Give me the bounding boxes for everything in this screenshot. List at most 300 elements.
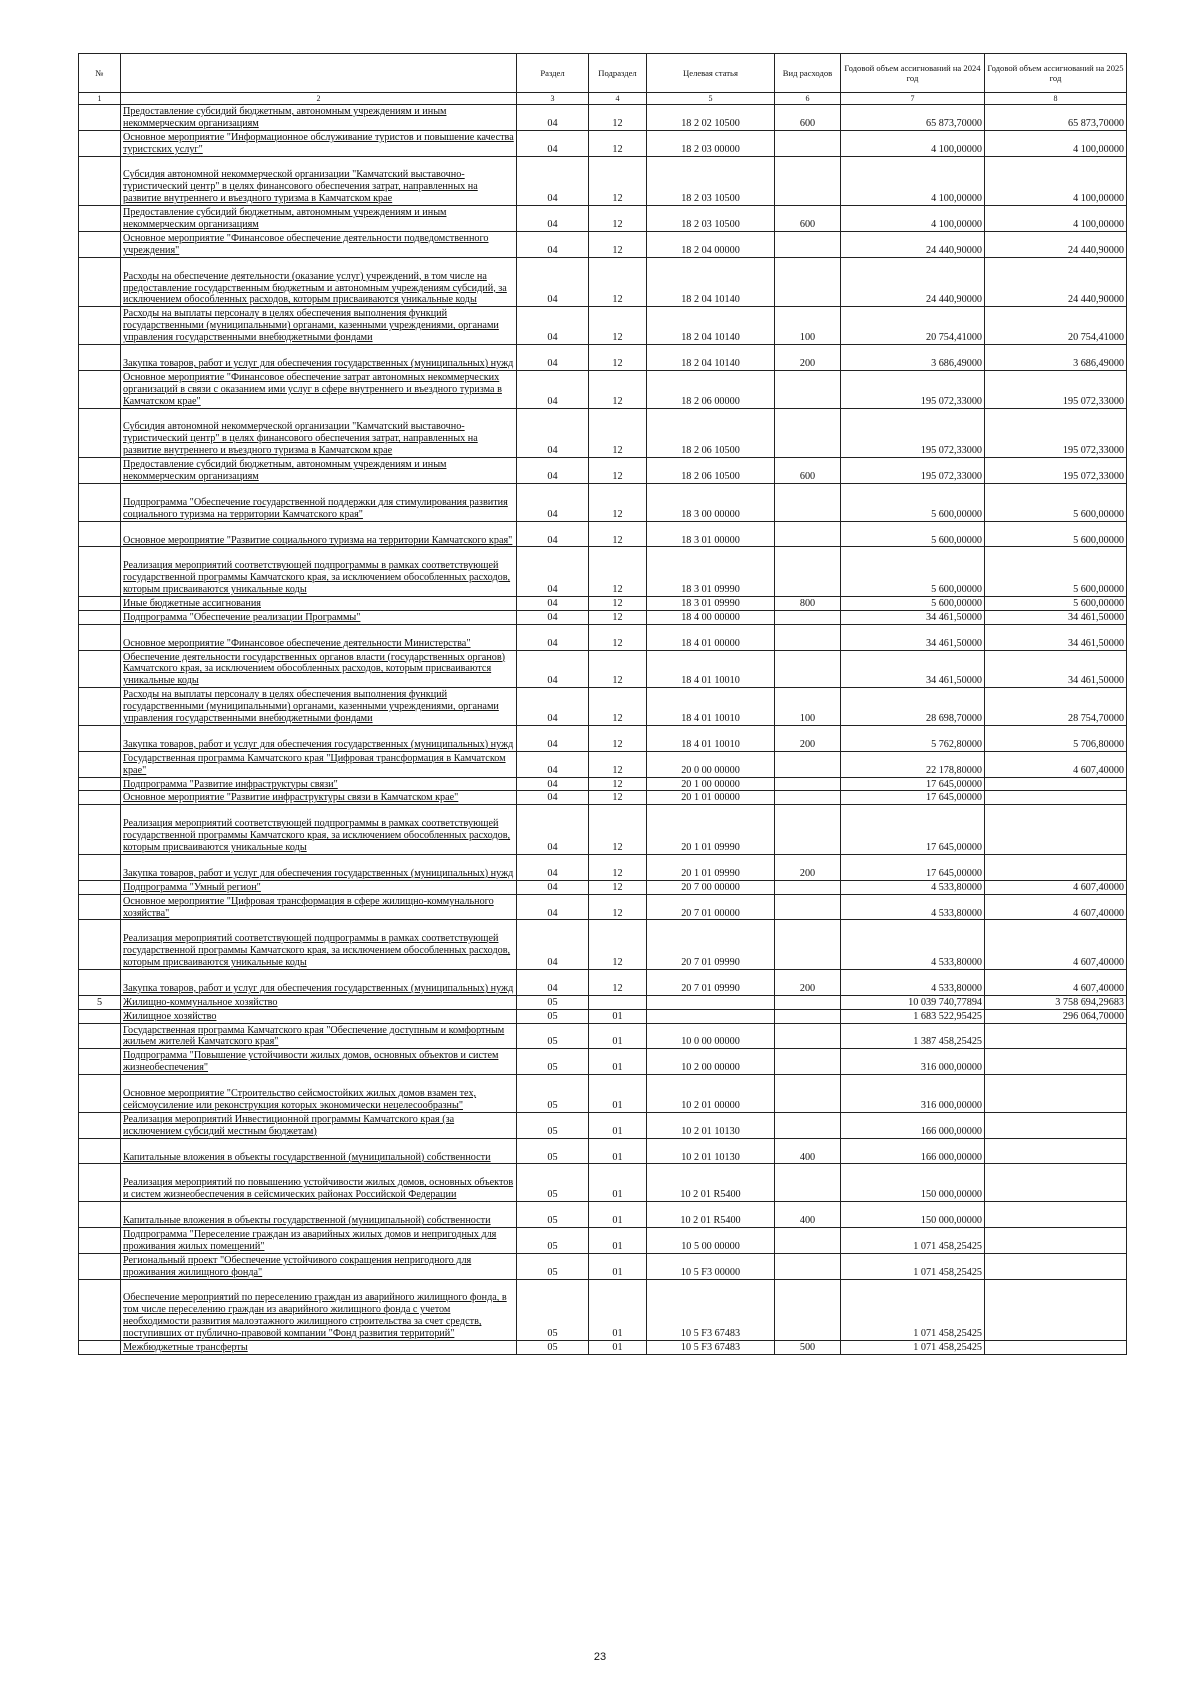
row-subsection: 12 bbox=[589, 650, 647, 688]
row-subsection: 01 bbox=[589, 1227, 647, 1253]
row-expense-type bbox=[775, 483, 841, 521]
row-subsection: 12 bbox=[589, 370, 647, 408]
column-numbers-row bbox=[79, 93, 1127, 105]
row-volume-2025: 5 600,00000 bbox=[985, 547, 1127, 597]
table-row bbox=[79, 995, 1127, 1009]
row-volume-2024: 5 600,00000 bbox=[841, 547, 985, 597]
row-subsection: 12 bbox=[589, 130, 647, 156]
row-name-text: Государственная программа Камчатского края "Цифровая трансформация в Камчатском крае" bbox=[123, 752, 506, 776]
row-name bbox=[121, 1202, 517, 1228]
row-subsection: 12 bbox=[589, 751, 647, 777]
row-name-text: Основное мероприятие "Финансовое обеспечение затрат автономных некоммерческих организаций в связи с оказанием ими услуг в сфере внутреннего и въездного туризма в Камчатском крае" bbox=[123, 371, 502, 407]
row-name-text: Обеспечение деятельности государственных органов власти (государственных органов) Камчатского края, за исключением обособленных расходов, которым присваиваются уникальные коды bbox=[123, 651, 506, 687]
row-name bbox=[121, 725, 517, 751]
row-subsection: 12 bbox=[589, 624, 647, 650]
table-row bbox=[79, 130, 1127, 156]
row-name-text: Закупка товаров, работ и услуг для обеспечения государственных (муниципальных) нужд bbox=[123, 867, 514, 879]
row-target-article: 18 4 01 10010 bbox=[647, 650, 775, 688]
row-name bbox=[121, 1075, 517, 1113]
row-expense-type bbox=[775, 130, 841, 156]
row-volume-2025: 4 100,00000 bbox=[985, 130, 1127, 156]
row-section: 04 bbox=[517, 894, 589, 920]
table-row bbox=[79, 257, 1127, 307]
row-name-text: Жилищно-коммунальное хозяйство bbox=[123, 996, 278, 1008]
row-expense-type bbox=[775, 777, 841, 791]
row-volume-2024: 4 533,80000 bbox=[841, 970, 985, 996]
row-volume-2024: 195 072,33000 bbox=[841, 408, 985, 458]
row-volume-2025: 34 461,50000 bbox=[985, 624, 1127, 650]
row-volume-2025: 4 607,40000 bbox=[985, 751, 1127, 777]
row-target-article: 18 3 01 09990 bbox=[647, 597, 775, 611]
table-row bbox=[79, 206, 1127, 232]
row-volume-2024: 5 600,00000 bbox=[841, 597, 985, 611]
row-target-article: 10 2 01 10130 bbox=[647, 1112, 775, 1138]
row-expense-type bbox=[775, 751, 841, 777]
row-number bbox=[79, 624, 121, 650]
row-target-article: 10 2 01 00000 bbox=[647, 1075, 775, 1113]
row-subsection: 12 bbox=[589, 156, 647, 206]
row-volume-2024: 24 440,90000 bbox=[841, 257, 985, 307]
row-volume-2025: 3 686,49000 bbox=[985, 345, 1127, 371]
row-subsection: 01 bbox=[589, 1112, 647, 1138]
row-number bbox=[79, 920, 121, 970]
row-target-article: 20 1 01 09990 bbox=[647, 854, 775, 880]
row-volume-2024: 1 071 458,25425 bbox=[841, 1253, 985, 1279]
row-target-article: 10 5 F3 67483 bbox=[647, 1279, 775, 1341]
table-row bbox=[79, 624, 1127, 650]
row-target-article: 10 2 01 10130 bbox=[647, 1138, 775, 1164]
row-name-text: Подпрограмма "Обеспечение реализации Программы" bbox=[123, 611, 361, 623]
row-number bbox=[79, 650, 121, 688]
row-expense-type bbox=[775, 1023, 841, 1049]
row-name bbox=[121, 370, 517, 408]
header-section: Раздел bbox=[517, 54, 589, 93]
row-section: 04 bbox=[517, 257, 589, 307]
row-name bbox=[121, 1164, 517, 1202]
row-volume-2024: 1 071 458,25425 bbox=[841, 1227, 985, 1253]
row-name bbox=[121, 130, 517, 156]
row-name bbox=[121, 547, 517, 597]
row-name-text: Иные бюджетные ассигнования bbox=[123, 598, 261, 609]
row-name-text: Подпрограмма "Повышение устойчивости жилых домов, основных объектов и систем жизнеобеспечения" bbox=[123, 1050, 499, 1074]
row-section: 05 bbox=[517, 1112, 589, 1138]
row-target-article: 18 2 02 10500 bbox=[647, 105, 775, 131]
row-subsection: 12 bbox=[589, 257, 647, 307]
row-volume-2024: 1 683 522,95425 bbox=[841, 1009, 985, 1023]
row-number bbox=[79, 1023, 121, 1049]
row-name bbox=[121, 1009, 517, 1023]
row-name bbox=[121, 751, 517, 777]
row-name-text: Основное мероприятие "Развитие инфраструктуры связи в Камчатском крае" bbox=[123, 792, 459, 804]
row-name-text: Основное мероприятие "Финансовое обеспечение деятельности Министерства" bbox=[123, 637, 471, 649]
row-expense-type: 200 bbox=[775, 970, 841, 996]
row-subsection: 12 bbox=[589, 970, 647, 996]
row-volume-2024: 24 440,90000 bbox=[841, 231, 985, 257]
row-target-article: 18 4 01 10010 bbox=[647, 688, 775, 726]
table-row bbox=[79, 1049, 1127, 1075]
row-volume-2024: 4 533,80000 bbox=[841, 880, 985, 894]
row-number bbox=[79, 408, 121, 458]
row-volume-2024: 34 461,50000 bbox=[841, 624, 985, 650]
row-volume-2024: 22 178,80000 bbox=[841, 751, 985, 777]
row-name-text: Субсидия автономной некоммерческой организации "Камчатский выставочно-туристический центр" в целях финансового обеспечения затрат, направленных на развитие внутреннего и въездного туризма в Камчатском крае bbox=[123, 421, 478, 457]
row-number bbox=[79, 725, 121, 751]
row-name bbox=[121, 854, 517, 880]
row-section: 05 bbox=[517, 1279, 589, 1341]
row-number bbox=[79, 521, 121, 547]
row-section: 04 bbox=[517, 624, 589, 650]
row-section: 05 bbox=[517, 1009, 589, 1023]
table-row bbox=[79, 920, 1127, 970]
row-expense-type bbox=[775, 231, 841, 257]
table-row bbox=[79, 156, 1127, 206]
row-target-article: 10 2 01 R5400 bbox=[647, 1164, 775, 1202]
row-target-article: 10 5 00 00000 bbox=[647, 1227, 775, 1253]
table-row bbox=[79, 458, 1127, 484]
row-expense-type bbox=[775, 408, 841, 458]
row-expense-type bbox=[775, 1227, 841, 1253]
row-target-article: 18 4 01 00000 bbox=[647, 624, 775, 650]
table-row bbox=[79, 610, 1127, 624]
row-target-article: 10 0 00 00000 bbox=[647, 1023, 775, 1049]
row-volume-2024: 1 071 458,25425 bbox=[841, 1341, 985, 1355]
row-section: 05 bbox=[517, 1023, 589, 1049]
table-row bbox=[79, 307, 1127, 345]
row-volume-2025: 5 600,00000 bbox=[985, 483, 1127, 521]
row-section: 04 bbox=[517, 854, 589, 880]
row-target-article: 20 1 01 09990 bbox=[647, 805, 775, 855]
row-name-text: Подпрограмма "Обеспечение государственной поддержки для стимулирования развития социального туризма на территории Камчатского края" bbox=[123, 496, 508, 520]
row-expense-type bbox=[775, 1279, 841, 1341]
row-expense-type: 200 bbox=[775, 725, 841, 751]
row-name-text: Предоставление субсидий бюджетным, автономным учреждениям и иным некоммерческим организациям bbox=[123, 105, 447, 129]
row-name-text: Капитальные вложения в объекты государственной (муниципальной) собственности bbox=[123, 1151, 491, 1163]
row-section: 04 bbox=[517, 345, 589, 371]
row-name bbox=[121, 1112, 517, 1138]
row-volume-2024: 5 600,00000 bbox=[841, 521, 985, 547]
row-volume-2024: 1 071 458,25425 bbox=[841, 1279, 985, 1341]
row-volume-2024: 17 645,00000 bbox=[841, 777, 985, 791]
row-volume-2025: 65 873,70000 bbox=[985, 105, 1127, 131]
row-expense-type bbox=[775, 920, 841, 970]
row-volume-2025: 4 607,40000 bbox=[985, 920, 1127, 970]
row-section: 04 bbox=[517, 880, 589, 894]
row-subsection: 12 bbox=[589, 483, 647, 521]
row-volume-2024: 150 000,00000 bbox=[841, 1164, 985, 1202]
row-name-text: Основное мероприятие "Финансовое обеспечение деятельности подведомственного учреждения" bbox=[123, 232, 489, 256]
row-subsection: 01 bbox=[589, 1049, 647, 1075]
row-volume-2025: 28 754,70000 bbox=[985, 688, 1127, 726]
row-volume-2025: 24 440,90000 bbox=[985, 231, 1127, 257]
row-volume-2025 bbox=[985, 1138, 1127, 1164]
table-row bbox=[79, 345, 1127, 371]
row-expense-type bbox=[775, 894, 841, 920]
row-name-text: Подпрограмма "Умный регион" bbox=[123, 881, 261, 893]
row-section: 04 bbox=[517, 307, 589, 345]
row-number bbox=[79, 105, 121, 131]
row-volume-2024: 5 600,00000 bbox=[841, 483, 985, 521]
row-name bbox=[121, 1049, 517, 1075]
row-subsection: 12 bbox=[589, 408, 647, 458]
row-section: 04 bbox=[517, 105, 589, 131]
row-expense-type bbox=[775, 995, 841, 1009]
table-row bbox=[79, 1112, 1127, 1138]
row-expense-type bbox=[775, 610, 841, 624]
row-name-text: Расходы на обеспечение деятельности (оказание услуг) учреждений, в том числе на предоставление государственным бюджетным и автономным учреждениям субсидий, за исключением обособленных расходов, которым присваиваются уникальные коды bbox=[123, 270, 507, 306]
row-number bbox=[79, 1049, 121, 1075]
row-section: 04 bbox=[517, 547, 589, 597]
row-section: 05 bbox=[517, 1164, 589, 1202]
row-volume-2025: 5 600,00000 bbox=[985, 521, 1127, 547]
row-name bbox=[121, 894, 517, 920]
row-name bbox=[121, 995, 517, 1009]
row-volume-2025: 195 072,33000 bbox=[985, 370, 1127, 408]
row-volume-2025 bbox=[985, 1023, 1127, 1049]
row-section: 04 bbox=[517, 458, 589, 484]
row-number bbox=[79, 1279, 121, 1341]
row-target-article: 18 4 00 00000 bbox=[647, 610, 775, 624]
row-volume-2025 bbox=[985, 1341, 1127, 1355]
row-target-article: 18 2 03 10500 bbox=[647, 156, 775, 206]
row-volume-2024: 316 000,00000 bbox=[841, 1075, 985, 1113]
table-row bbox=[79, 547, 1127, 597]
row-volume-2024: 4 100,00000 bbox=[841, 156, 985, 206]
row-number bbox=[79, 688, 121, 726]
row-expense-type bbox=[775, 370, 841, 408]
row-subsection: 12 bbox=[589, 458, 647, 484]
row-number bbox=[79, 610, 121, 624]
row-expense-type bbox=[775, 257, 841, 307]
row-subsection: 01 bbox=[589, 1253, 647, 1279]
row-name bbox=[121, 1138, 517, 1164]
row-section: 04 bbox=[517, 970, 589, 996]
row-name bbox=[121, 1341, 517, 1355]
row-section: 04 bbox=[517, 777, 589, 791]
row-name bbox=[121, 688, 517, 726]
row-name bbox=[121, 880, 517, 894]
row-target-article: 10 5 F3 67483 bbox=[647, 1341, 775, 1355]
column-number: 6 bbox=[775, 93, 841, 105]
table-row bbox=[79, 894, 1127, 920]
row-subsection: 12 bbox=[589, 610, 647, 624]
row-expense-type bbox=[775, 547, 841, 597]
row-subsection: 12 bbox=[589, 920, 647, 970]
row-expense-type bbox=[775, 624, 841, 650]
header-expense-type: Вид расходов bbox=[775, 54, 841, 93]
row-name-text: Основное мероприятие "Информационное обслуживание туристов и повышение качества туристских услуг" bbox=[123, 131, 514, 155]
row-volume-2024: 5 762,80000 bbox=[841, 725, 985, 751]
row-name bbox=[121, 1279, 517, 1341]
row-subsection: 12 bbox=[589, 547, 647, 597]
row-section: 05 bbox=[517, 1227, 589, 1253]
table-row bbox=[79, 105, 1127, 131]
row-name bbox=[121, 345, 517, 371]
row-name-text: Межбюджетные трансферты bbox=[123, 1342, 248, 1354]
row-number bbox=[79, 130, 121, 156]
row-volume-2025: 4 100,00000 bbox=[985, 156, 1127, 206]
row-target-article: 18 3 01 00000 bbox=[647, 521, 775, 547]
row-subsection: 12 bbox=[589, 805, 647, 855]
table-row bbox=[79, 751, 1127, 777]
row-volume-2025: 4 607,40000 bbox=[985, 970, 1127, 996]
row-target-article: 18 4 01 10010 bbox=[647, 725, 775, 751]
row-number bbox=[79, 483, 121, 521]
row-name bbox=[121, 624, 517, 650]
row-volume-2024: 150 000,00000 bbox=[841, 1202, 985, 1228]
row-subsection: 01 bbox=[589, 1075, 647, 1113]
row-name-text: Государственная программа Камчатского края "Обеспечение доступным и комфортным жильем жителей Камчатского края" bbox=[123, 1024, 505, 1048]
row-volume-2025 bbox=[985, 1049, 1127, 1075]
row-name bbox=[121, 521, 517, 547]
row-section: 05 bbox=[517, 1202, 589, 1228]
row-expense-type: 100 bbox=[775, 307, 841, 345]
table-row bbox=[79, 1279, 1127, 1341]
row-volume-2025: 296 064,70000 bbox=[985, 1009, 1127, 1023]
row-volume-2025 bbox=[985, 1227, 1127, 1253]
row-expense-type bbox=[775, 650, 841, 688]
table-row bbox=[79, 1253, 1127, 1279]
row-target-article: 18 2 03 10500 bbox=[647, 206, 775, 232]
row-expense-type bbox=[775, 1112, 841, 1138]
table-row bbox=[79, 1202, 1127, 1228]
row-name bbox=[121, 1253, 517, 1279]
row-number bbox=[79, 970, 121, 996]
table-row bbox=[79, 1341, 1127, 1355]
row-volume-2024: 1 387 458,25425 bbox=[841, 1023, 985, 1049]
row-target-article: 20 7 01 09990 bbox=[647, 920, 775, 970]
row-volume-2025 bbox=[985, 777, 1127, 791]
row-target-article: 10 2 00 00000 bbox=[647, 1049, 775, 1075]
table-row bbox=[79, 1023, 1127, 1049]
row-section: 04 bbox=[517, 791, 589, 805]
table-row bbox=[79, 408, 1127, 458]
row-subsection: 12 bbox=[589, 597, 647, 611]
row-subsection: 12 bbox=[589, 791, 647, 805]
row-target-article: 18 2 06 10500 bbox=[647, 408, 775, 458]
row-expense-type bbox=[775, 1075, 841, 1113]
row-section: 04 bbox=[517, 920, 589, 970]
row-expense-type: 600 bbox=[775, 105, 841, 131]
row-number bbox=[79, 894, 121, 920]
row-number bbox=[79, 156, 121, 206]
row-expense-type: 200 bbox=[775, 854, 841, 880]
row-number: 5 bbox=[79, 995, 121, 1009]
table-row bbox=[79, 231, 1127, 257]
row-number bbox=[79, 1227, 121, 1253]
row-expense-type bbox=[775, 521, 841, 547]
row-subsection: 12 bbox=[589, 725, 647, 751]
row-section: 04 bbox=[517, 521, 589, 547]
row-number bbox=[79, 1164, 121, 1202]
row-expense-type: 500 bbox=[775, 1341, 841, 1355]
row-expense-type: 100 bbox=[775, 688, 841, 726]
row-number bbox=[79, 1202, 121, 1228]
row-expense-type bbox=[775, 156, 841, 206]
row-volume-2025: 5 706,80000 bbox=[985, 725, 1127, 751]
row-subsection: 01 bbox=[589, 1341, 647, 1355]
row-name bbox=[121, 408, 517, 458]
row-volume-2024: 4 100,00000 bbox=[841, 206, 985, 232]
row-volume-2024: 4 533,80000 bbox=[841, 920, 985, 970]
row-subsection: 01 bbox=[589, 1279, 647, 1341]
row-target-article: 18 2 06 10500 bbox=[647, 458, 775, 484]
row-target-article: 18 2 04 10140 bbox=[647, 307, 775, 345]
column-number: 2 bbox=[121, 93, 517, 105]
row-name-text: Расходы на выплаты персоналу в целях обеспечения выполнения функций государственными (муниципальными) органами, казенными учреждениями, органами управления государственными внебюджетными фондами bbox=[123, 308, 499, 344]
row-number bbox=[79, 805, 121, 855]
table-row bbox=[79, 854, 1127, 880]
table-row bbox=[79, 597, 1127, 611]
row-section: 05 bbox=[517, 1138, 589, 1164]
row-target-article: 20 1 01 00000 bbox=[647, 791, 775, 805]
row-section: 04 bbox=[517, 130, 589, 156]
row-volume-2025: 5 600,00000 bbox=[985, 597, 1127, 611]
table-row bbox=[79, 805, 1127, 855]
row-volume-2024: 4 100,00000 bbox=[841, 130, 985, 156]
header-volume-2025: Годовой объем ассигнований на 2025 год bbox=[985, 54, 1127, 93]
row-volume-2025 bbox=[985, 1112, 1127, 1138]
row-number bbox=[79, 370, 121, 408]
row-number bbox=[79, 231, 121, 257]
table-row bbox=[79, 1227, 1127, 1253]
row-volume-2024: 316 000,00000 bbox=[841, 1049, 985, 1075]
table-row bbox=[79, 1009, 1127, 1023]
row-section: 04 bbox=[517, 688, 589, 726]
row-number bbox=[79, 751, 121, 777]
row-name-text: Закупка товаров, работ и услуг для обеспечения государственных (муниципальных) нужд bbox=[123, 982, 514, 994]
row-number bbox=[79, 1112, 121, 1138]
row-volume-2025: 4 607,40000 bbox=[985, 894, 1127, 920]
column-number: 4 bbox=[589, 93, 647, 105]
row-section: 04 bbox=[517, 805, 589, 855]
row-subsection: 01 bbox=[589, 1009, 647, 1023]
row-section: 04 bbox=[517, 206, 589, 232]
row-expense-type bbox=[775, 1253, 841, 1279]
row-volume-2024: 3 686,49000 bbox=[841, 345, 985, 371]
table-row bbox=[79, 370, 1127, 408]
table-row bbox=[79, 1075, 1127, 1113]
row-subsection: 12 bbox=[589, 880, 647, 894]
row-volume-2025: 195 072,33000 bbox=[985, 408, 1127, 458]
row-name-text: Реализация мероприятий по повышению устойчивости жилых домов, основных объектов и систем жизнеобеспечения в сейсмических районах Российской Федерации bbox=[123, 1177, 514, 1201]
row-target-article: 18 2 04 00000 bbox=[647, 231, 775, 257]
row-name-text: Предоставление субсидий бюджетным, автономным учреждениям и иным некоммерческим организациям bbox=[123, 459, 447, 483]
row-name-text: Обеспечение мероприятий по переселению граждан из аварийного жилищного фонда, в том числе переселению граждан из аварийного жилищного фонда с учетом необходимости развития малоэтажного жилищного строительства за счет средств, поступивших от публично-правовой компании "Фонд развития территорий" bbox=[123, 1292, 507, 1340]
row-name-text: Реализация мероприятий соответствующей подпрограммы в рамках соответствующей государственной программы Камчатского края, за исключением обособленных расходов, которым присваиваются уникальные коды bbox=[123, 933, 511, 969]
row-number bbox=[79, 257, 121, 307]
table-row bbox=[79, 1164, 1127, 1202]
row-section: 04 bbox=[517, 725, 589, 751]
row-number bbox=[79, 547, 121, 597]
row-expense-type bbox=[775, 1049, 841, 1075]
row-volume-2025: 24 440,90000 bbox=[985, 257, 1127, 307]
row-subsection: 12 bbox=[589, 777, 647, 791]
row-number bbox=[79, 458, 121, 484]
row-target-article: 18 3 01 09990 bbox=[647, 547, 775, 597]
row-name bbox=[121, 231, 517, 257]
row-volume-2025 bbox=[985, 1279, 1127, 1341]
row-target-article: 18 2 04 10140 bbox=[647, 345, 775, 371]
row-section: 05 bbox=[517, 1341, 589, 1355]
row-volume-2024: 34 461,50000 bbox=[841, 650, 985, 688]
row-expense-type bbox=[775, 791, 841, 805]
row-subsection: 12 bbox=[589, 854, 647, 880]
table-body bbox=[79, 105, 1127, 1355]
row-section: 04 bbox=[517, 483, 589, 521]
table-row bbox=[79, 1138, 1127, 1164]
header-target-article: Целевая статья bbox=[647, 54, 775, 93]
row-target-article: 20 0 00 00000 bbox=[647, 751, 775, 777]
